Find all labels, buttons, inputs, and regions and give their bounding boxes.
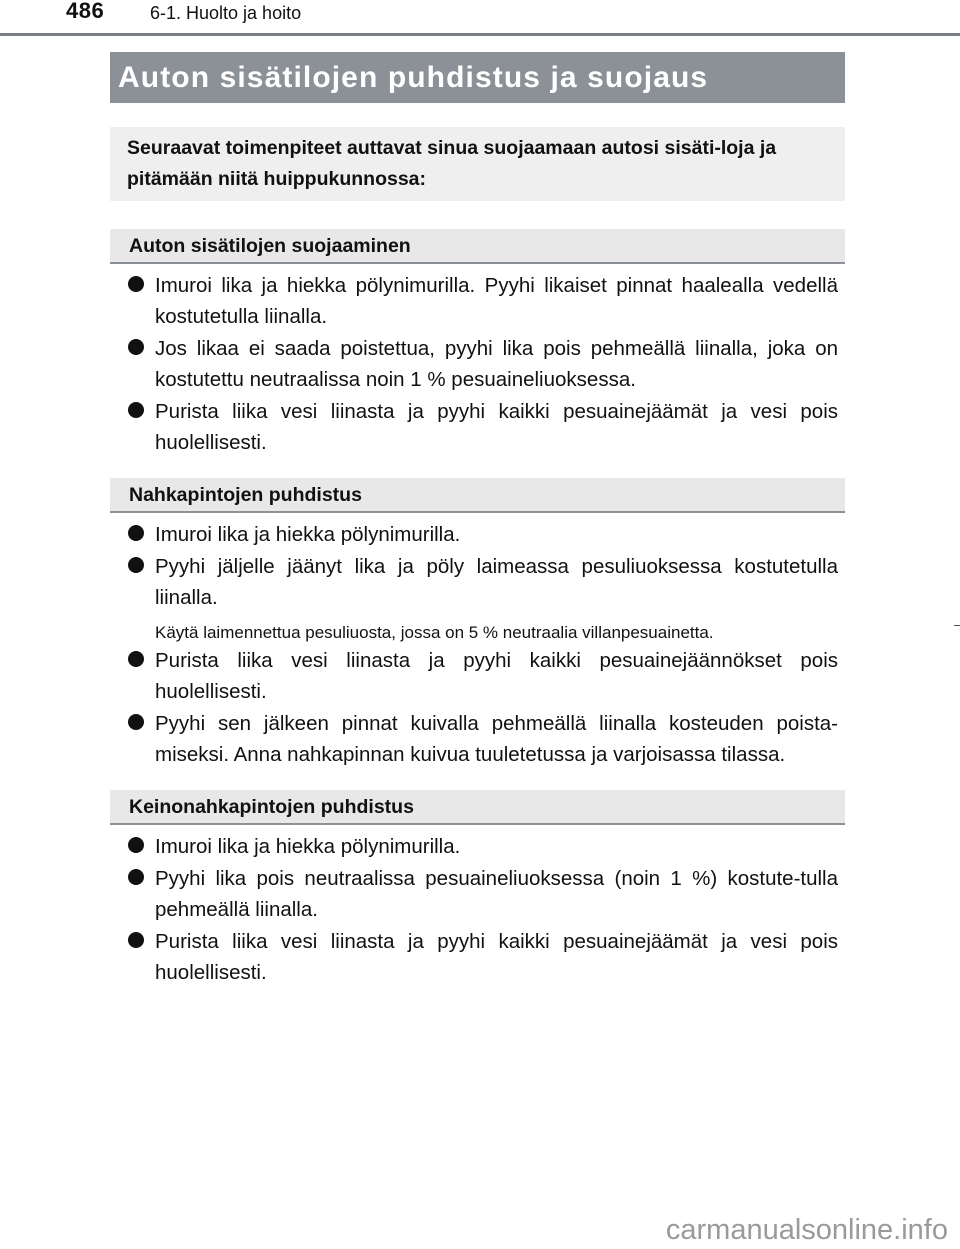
bullet-list-leather [0, 519, 838, 614]
list-item [155, 831, 838, 862]
watermark: carmanualsonline.info [665, 1214, 948, 1246]
page-title: Auton sisätilojen puhdistus ja suojaus [110, 52, 845, 103]
list-item-text: Pyyhi sen jälkeen pinnat kuivalla pehmeällä liinalla kosteuden poista-miseksi. Anna nahkapinnan kuivua tuuletetussa ja varjoisassa tilassa. [155, 712, 838, 766]
list-item [155, 926, 838, 988]
bullet-icon [128, 651, 144, 667]
chapter-title: 6-1. Huolto ja hoito [150, 3, 302, 23]
bullet-list-protection [0, 270, 838, 459]
bullet-icon [128, 402, 144, 418]
list-item-text: Imuroi lika ja hiekka pölynimurilla. Pyyhi likaiset pinnat haalealla vedellä kostutetulla liinalla. [155, 274, 838, 328]
list-item-text: Purista liika vesi liinasta ja pyyhi kaikki pesuainejäämät ja vesi pois huolellisesti. [155, 400, 838, 454]
bullet-icon [128, 557, 144, 573]
bullet-icon [128, 525, 144, 541]
bullet-icon [128, 932, 144, 948]
list-item [155, 645, 838, 707]
section-heading-synthetic-leather: Keinonahkapintojen puhdistus [110, 790, 845, 825]
header-rule [0, 33, 960, 36]
bullet-icon [128, 714, 144, 730]
section-heading-protection: Auton sisätilojen suojaaminen [110, 229, 845, 264]
intro-box: Seuraavat toimenpiteet auttavat sinua suojaamaan autosi sisäti-loja ja pitämään niitä huippukunnossa: [110, 127, 845, 201]
list-item [155, 396, 838, 458]
page-number: 486 [66, 0, 105, 23]
bullet-icon [128, 837, 144, 853]
list-item-text: Jos likaa ei saada poistettua, pyyhi lika pois pehmeällä liinalla, joka on kostutettu neutraalissa noin 1 % pesuaineliuoksessa. [155, 337, 838, 391]
bullet-list-synthetic-leather [0, 831, 838, 989]
bullet-list-leather-continued [0, 645, 838, 771]
list-item [155, 333, 838, 395]
list-item [155, 863, 838, 925]
section-heading-leather: Nahkapintojen puhdistus [110, 478, 845, 513]
bullet-icon [128, 276, 144, 292]
list-item-text: Pyyhi lika pois neutraalissa pesuaineliuoksessa (noin 1 %) kostute-tulla pehmeällä liinalla. [155, 867, 838, 921]
leather-note: Käytä laimennettua pesuliuosta, jossa on 5 % neutraalia villanpesuainetta. [155, 623, 714, 642]
list-item [155, 270, 838, 332]
edge-mark [954, 625, 960, 626]
list-item-text: Pyyhi jäljelle jäänyt lika ja pöly laimeassa pesuliuoksessa kostutetulla liinalla. [155, 555, 838, 609]
bullet-icon [128, 339, 144, 355]
list-item-text: Imuroi lika ja hiekka pölynimurilla. [155, 523, 461, 546]
list-item-text: Imuroi lika ja hiekka pölynimurilla. [155, 835, 461, 858]
list-item [155, 519, 838, 550]
list-item [155, 708, 838, 770]
list-item-text: Purista liika vesi liinasta ja pyyhi kaikki pesuainejäämät ja vesi pois huolellisesti. [155, 930, 838, 984]
list-item [155, 551, 838, 613]
list-item-text: Purista liika vesi liinasta ja pyyhi kaikki pesuainejäännökset pois huolellisesti. [155, 649, 838, 703]
bullet-icon [128, 869, 144, 885]
